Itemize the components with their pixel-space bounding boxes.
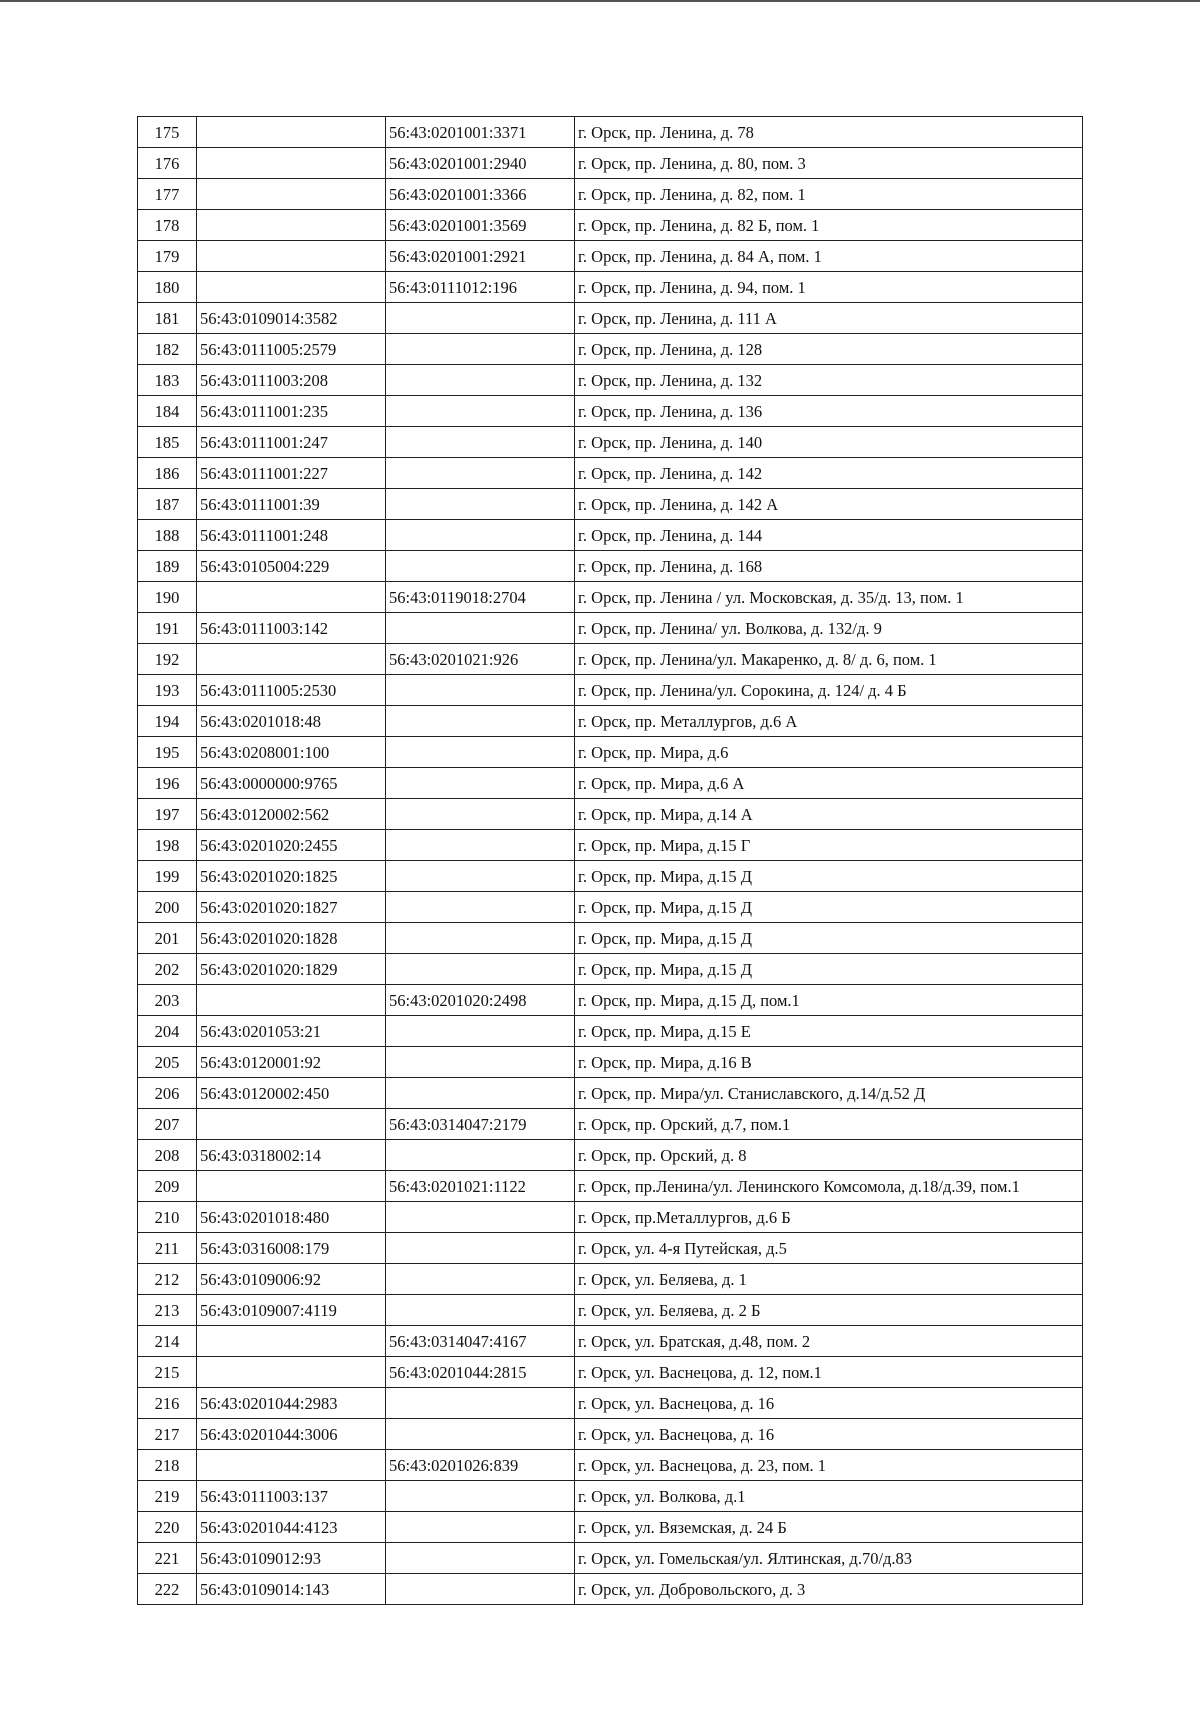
- address-cell: г. Орск, пр. Ленина, д. 111 А: [575, 303, 1083, 334]
- address-cell: г. Орск, пр. Мира, д.6 А: [575, 768, 1083, 799]
- cadastral-room-number-cell: [386, 613, 575, 644]
- row-number-cell: 188: [138, 520, 197, 551]
- cadastral-number-cell: 56:43:0201044:4123: [197, 1512, 386, 1543]
- address-cell: г. Орск, пр. Ленина, д. 82, пом. 1: [575, 179, 1083, 210]
- cadastral-room-number-cell: [386, 396, 575, 427]
- cadastral-number-cell: [197, 644, 386, 675]
- table-row: [138, 644, 1083, 675]
- cadastral-number-cell: 56:43:0109014:143: [197, 1574, 386, 1605]
- cadastral-number-cell: 56:43:0111003:142: [197, 613, 386, 644]
- row-number-cell: 214: [138, 1326, 197, 1357]
- table-row: [138, 520, 1083, 551]
- table-row: [138, 489, 1083, 520]
- table-row: [138, 117, 1083, 148]
- cadastral-number-cell: 56:43:0208001:100: [197, 737, 386, 768]
- address-cell: г. Орск, ул. Беляева, д. 1: [575, 1264, 1083, 1295]
- cadastral-number-cell: [197, 1326, 386, 1357]
- cadastral-room-number-cell: [386, 1202, 575, 1233]
- address-cell: г. Орск, пр. Ленина, д. 142 А: [575, 489, 1083, 520]
- address-cell: г. Орск, пр. Ленина, д. 80, пом. 3: [575, 148, 1083, 179]
- cadastral-number-cell: 56:43:0111001:248: [197, 520, 386, 551]
- row-number-cell: 181: [138, 303, 197, 334]
- cadastral-room-number-cell: [386, 737, 575, 768]
- address-cell: г. Орск, ул. Волкова, д.1: [575, 1481, 1083, 1512]
- table-row: [138, 1047, 1083, 1078]
- address-cell: г. Орск, пр. Ленина/ул. Сорокина, д. 124/ д. 4 Б: [575, 675, 1083, 706]
- cadastral-number-cell: 56:43:0109007:4119: [197, 1295, 386, 1326]
- row-number-cell: 178: [138, 210, 197, 241]
- cadastral-room-number-cell: [386, 1543, 575, 1574]
- row-number-cell: 192: [138, 644, 197, 675]
- row-number-cell: 208: [138, 1140, 197, 1171]
- row-number-cell: 186: [138, 458, 197, 489]
- address-cell: г. Орск, пр. Ленина, д. 84 А, пом. 1: [575, 241, 1083, 272]
- cadastral-room-number-cell: [386, 768, 575, 799]
- cadastral-number-cell: 56:43:0201020:1827: [197, 892, 386, 923]
- table-row: [138, 675, 1083, 706]
- address-cell: г. Орск, пр. Мира, д.14 А: [575, 799, 1083, 830]
- cadastral-room-number-cell: [386, 1140, 575, 1171]
- cadastral-room-number-cell: 56:43:0314047:4167: [386, 1326, 575, 1357]
- cadastral-number-cell: 56:43:0201018:480: [197, 1202, 386, 1233]
- address-cell: г. Орск, пр. Орский, д. 8: [575, 1140, 1083, 1171]
- row-number-cell: 215: [138, 1357, 197, 1388]
- cadastral-number-cell: 56:43:0318002:14: [197, 1140, 386, 1171]
- address-cell: г. Орск, пр. Орский, д.7, пом.1: [575, 1109, 1083, 1140]
- table-row: [138, 1295, 1083, 1326]
- row-number-cell: 212: [138, 1264, 197, 1295]
- table-row: [138, 272, 1083, 303]
- cadastral-room-number-cell: 56:43:0201001:3371: [386, 117, 575, 148]
- cadastral-room-number-cell: [386, 861, 575, 892]
- cadastral-room-number-cell: 56:43:0201001:3569: [386, 210, 575, 241]
- cadastral-number-cell: 56:43:0111001:227: [197, 458, 386, 489]
- cadastral-number-cell: 56:43:0201020:1829: [197, 954, 386, 985]
- row-number-cell: 204: [138, 1016, 197, 1047]
- cadastral-number-cell: [197, 985, 386, 1016]
- cadastral-room-number-cell: 56:43:0119018:2704: [386, 582, 575, 613]
- cadastral-number-cell: 56:43:0111001:235: [197, 396, 386, 427]
- cadastral-number-cell: [197, 148, 386, 179]
- table-row: [138, 1016, 1083, 1047]
- table-row: [138, 1264, 1083, 1295]
- row-number-cell: 200: [138, 892, 197, 923]
- table-row: [138, 1543, 1083, 1574]
- address-cell: г. Орск, ул. Братская, д.48, пом. 2: [575, 1326, 1083, 1357]
- table-row: [138, 365, 1083, 396]
- address-cell: г. Орск, пр. Ленина, д. 132: [575, 365, 1083, 396]
- address-cell: г. Орск, ул. Добровольского, д. 3: [575, 1574, 1083, 1605]
- table-row: [138, 737, 1083, 768]
- cadastral-number-cell: 56:43:0000000:9765: [197, 768, 386, 799]
- cadastral-room-number-cell: [386, 923, 575, 954]
- cadastral-number-cell: [197, 1109, 386, 1140]
- cadastral-number-cell: [197, 272, 386, 303]
- cadastral-room-number-cell: [386, 1574, 575, 1605]
- cadastral-room-number-cell: 56:43:0201021:926: [386, 644, 575, 675]
- cadastral-number-cell: 56:43:0201044:2983: [197, 1388, 386, 1419]
- address-cell: г. Орск, пр.Ленина/ул. Ленинского Комсомола, д.18/д.39, пом.1: [575, 1171, 1083, 1202]
- address-cell: г. Орск, ул. Вяземская, д. 24 Б: [575, 1512, 1083, 1543]
- table-row: [138, 1357, 1083, 1388]
- address-cell: г. Орск, ул. Васнецова, д. 23, пом. 1: [575, 1450, 1083, 1481]
- cadastral-room-number-cell: [386, 675, 575, 706]
- cadastral-number-cell: [197, 1171, 386, 1202]
- address-cell: г. Орск, пр. Мира, д.15 Д: [575, 954, 1083, 985]
- cadastral-number-cell: 56:43:0201053:21: [197, 1016, 386, 1047]
- address-cell: г. Орск, пр. Металлургов, д.6 А: [575, 706, 1083, 737]
- address-cell: г. Орск, пр. Мира, д.15 Е: [575, 1016, 1083, 1047]
- row-number-cell: 199: [138, 861, 197, 892]
- cadastral-room-number-cell: [386, 1512, 575, 1543]
- cadastral-number-cell: [197, 1450, 386, 1481]
- row-number-cell: 203: [138, 985, 197, 1016]
- cadastral-room-number-cell: 56:43:0201021:1122: [386, 1171, 575, 1202]
- table-row: [138, 148, 1083, 179]
- address-cell: г. Орск, пр. Ленина, д. 94, пом. 1: [575, 272, 1083, 303]
- row-number-cell: 220: [138, 1512, 197, 1543]
- address-cell: г. Орск, пр. Ленина, д. 128: [575, 334, 1083, 365]
- cadastral-number-cell: [197, 582, 386, 613]
- cadastral-number-cell: 56:43:0201020:1825: [197, 861, 386, 892]
- row-number-cell: 193: [138, 675, 197, 706]
- row-number-cell: 209: [138, 1171, 197, 1202]
- cadastral-number-cell: 56:43:0201018:48: [197, 706, 386, 737]
- table-row: [138, 1512, 1083, 1543]
- cadastral-room-number-cell: 56:43:0111012:196: [386, 272, 575, 303]
- cadastral-room-number-cell: [386, 799, 575, 830]
- table-row: [138, 210, 1083, 241]
- cadastral-number-cell: 56:43:0201020:2455: [197, 830, 386, 861]
- cadastral-number-cell: 56:43:0109014:3582: [197, 303, 386, 334]
- row-number-cell: 177: [138, 179, 197, 210]
- table-row: [138, 1233, 1083, 1264]
- table-row: [138, 799, 1083, 830]
- cadastral-number-cell: [197, 241, 386, 272]
- table-row: [138, 551, 1083, 582]
- row-number-cell: 211: [138, 1233, 197, 1264]
- row-number-cell: 195: [138, 737, 197, 768]
- cadastral-room-number-cell: 56:43:0201020:2498: [386, 985, 575, 1016]
- row-number-cell: 216: [138, 1388, 197, 1419]
- address-cell: г. Орск, пр. Мира, д.15 Г: [575, 830, 1083, 861]
- address-cell: г. Орск, ул. Беляева, д. 2 Б: [575, 1295, 1083, 1326]
- row-number-cell: 191: [138, 613, 197, 644]
- table-row: [138, 830, 1083, 861]
- table-row: [138, 613, 1083, 644]
- cadastral-room-number-cell: [386, 1481, 575, 1512]
- address-cell: г. Орск, пр.Металлургов, д.6 Б: [575, 1202, 1083, 1233]
- table-row: [138, 1171, 1083, 1202]
- table-row: [138, 1140, 1083, 1171]
- table-row: [138, 303, 1083, 334]
- table-row: [138, 1481, 1083, 1512]
- row-number-cell: 190: [138, 582, 197, 613]
- cadastral-number-cell: 56:43:0111001:39: [197, 489, 386, 520]
- row-number-cell: 185: [138, 427, 197, 458]
- cadastral-number-cell: 56:43:0111001:247: [197, 427, 386, 458]
- address-cell: г. Орск, пр. Ленина, д. 140: [575, 427, 1083, 458]
- cadastral-room-number-cell: [386, 551, 575, 582]
- cadastral-number-cell: 56:43:0111005:2530: [197, 675, 386, 706]
- row-number-cell: 197: [138, 799, 197, 830]
- row-number-cell: 201: [138, 923, 197, 954]
- cadastral-room-number-cell: [386, 427, 575, 458]
- row-number-cell: 206: [138, 1078, 197, 1109]
- address-cell: г. Орск, пр. Мира, д.6: [575, 737, 1083, 768]
- cadastral-room-number-cell: [386, 1078, 575, 1109]
- cadastral-room-number-cell: 56:43:0201026:839: [386, 1450, 575, 1481]
- row-number-cell: 217: [138, 1419, 197, 1450]
- table-row: [138, 396, 1083, 427]
- address-cell: г. Орск, пр. Мира, д.16 В: [575, 1047, 1083, 1078]
- cadastral-room-number-cell: 56:43:0201044:2815: [386, 1357, 575, 1388]
- cadastral-number-cell: 56:43:0120002:562: [197, 799, 386, 830]
- row-number-cell: 218: [138, 1450, 197, 1481]
- cadastral-number-cell: 56:43:0111003:137: [197, 1481, 386, 1512]
- cadastral-room-number-cell: [386, 489, 575, 520]
- table-row: [138, 892, 1083, 923]
- address-cell: г. Орск, пр. Ленина / ул. Московская, д. 35/д. 13, пом. 1: [575, 582, 1083, 613]
- registry-table: [137, 116, 1083, 1605]
- cadastral-number-cell: [197, 117, 386, 148]
- address-cell: г. Орск, пр. Мира, д.15 Д: [575, 861, 1083, 892]
- row-number-cell: 202: [138, 954, 197, 985]
- table-row: [138, 954, 1083, 985]
- table-row: [138, 1574, 1083, 1605]
- cadastral-room-number-cell: [386, 830, 575, 861]
- cadastral-room-number-cell: [386, 1016, 575, 1047]
- row-number-cell: 222: [138, 1574, 197, 1605]
- row-number-cell: 175: [138, 117, 197, 148]
- cadastral-number-cell: [197, 179, 386, 210]
- table-row: [138, 706, 1083, 737]
- cadastral-room-number-cell: 56:43:0201001:2940: [386, 148, 575, 179]
- address-cell: г. Орск, пр. Ленина, д. 82 Б, пом. 1: [575, 210, 1083, 241]
- address-cell: г. Орск, ул. 4-я Путейская, д.5: [575, 1233, 1083, 1264]
- row-number-cell: 194: [138, 706, 197, 737]
- row-number-cell: 196: [138, 768, 197, 799]
- address-cell: г. Орск, ул. Гомельская/ул. Ялтинская, д.70/д.83: [575, 1543, 1083, 1574]
- cadastral-number-cell: 56:43:0109006:92: [197, 1264, 386, 1295]
- cadastral-room-number-cell: [386, 458, 575, 489]
- row-number-cell: 187: [138, 489, 197, 520]
- row-number-cell: 182: [138, 334, 197, 365]
- cadastral-room-number-cell: [386, 1295, 575, 1326]
- row-number-cell: 179: [138, 241, 197, 272]
- cadastral-room-number-cell: [386, 892, 575, 923]
- cadastral-number-cell: [197, 1357, 386, 1388]
- table-row: [138, 1202, 1083, 1233]
- row-number-cell: 219: [138, 1481, 197, 1512]
- address-cell: г. Орск, ул. Васнецова, д. 12, пом.1: [575, 1357, 1083, 1388]
- row-number-cell: 198: [138, 830, 197, 861]
- row-number-cell: 184: [138, 396, 197, 427]
- address-cell: г. Орск, пр. Ленина, д. 136: [575, 396, 1083, 427]
- address-cell: г. Орск, ул. Васнецова, д. 16: [575, 1419, 1083, 1450]
- row-number-cell: 183: [138, 365, 197, 396]
- cadastral-number-cell: 56:43:0120001:92: [197, 1047, 386, 1078]
- table-row: [138, 179, 1083, 210]
- row-number-cell: 205: [138, 1047, 197, 1078]
- cadastral-room-number-cell: [386, 365, 575, 396]
- table-row: [138, 861, 1083, 892]
- address-cell: г. Орск, пр. Мира, д.15 Д: [575, 923, 1083, 954]
- table-row: [138, 1109, 1083, 1140]
- table-row: [138, 1450, 1083, 1481]
- table-row: [138, 582, 1083, 613]
- cadastral-number-cell: 56:43:0111005:2579: [197, 334, 386, 365]
- cadastral-room-number-cell: [386, 954, 575, 985]
- cadastral-number-cell: 56:43:0201044:3006: [197, 1419, 386, 1450]
- row-number-cell: 180: [138, 272, 197, 303]
- address-cell: г. Орск, пр. Мира, д.15 Д, пом.1: [575, 985, 1083, 1016]
- table-row: [138, 458, 1083, 489]
- cadastral-room-number-cell: [386, 1419, 575, 1450]
- row-number-cell: 221: [138, 1543, 197, 1574]
- table-row: [138, 1078, 1083, 1109]
- row-number-cell: 213: [138, 1295, 197, 1326]
- table-row: [138, 985, 1083, 1016]
- address-cell: г. Орск, пр. Ленина, д. 168: [575, 551, 1083, 582]
- registry-table-body: [138, 117, 1083, 1605]
- address-cell: г. Орск, пр. Мира/ул. Станиславского, д.14/д.52 Д: [575, 1078, 1083, 1109]
- address-cell: г. Орск, пр. Ленина, д. 144: [575, 520, 1083, 551]
- table-row: [138, 768, 1083, 799]
- cadastral-number-cell: 56:43:0120002:450: [197, 1078, 386, 1109]
- cadastral-room-number-cell: 56:43:0314047:2179: [386, 1109, 575, 1140]
- cadastral-number-cell: 56:43:0111003:208: [197, 365, 386, 396]
- cadastral-number-cell: 56:43:0105004:229: [197, 551, 386, 582]
- scan-top-edge: [0, 0, 1200, 2]
- cadastral-room-number-cell: [386, 520, 575, 551]
- row-number-cell: 207: [138, 1109, 197, 1140]
- cadastral-room-number-cell: [386, 706, 575, 737]
- address-cell: г. Орск, пр. Ленина/ ул. Волкова, д. 132/д. 9: [575, 613, 1083, 644]
- table-row: [138, 1326, 1083, 1357]
- cadastral-room-number-cell: [386, 1047, 575, 1078]
- table-row: [138, 1419, 1083, 1450]
- table-row: [138, 427, 1083, 458]
- address-cell: г. Орск, пр. Ленина/ул. Макаренко, д. 8/ д. 6, пом. 1: [575, 644, 1083, 675]
- table-row: [138, 1388, 1083, 1419]
- cadastral-room-number-cell: [386, 303, 575, 334]
- cadastral-room-number-cell: [386, 1264, 575, 1295]
- cadastral-number-cell: [197, 210, 386, 241]
- cadastral-number-cell: 56:43:0316008:179: [197, 1233, 386, 1264]
- cadastral-room-number-cell: [386, 1388, 575, 1419]
- cadastral-room-number-cell: [386, 334, 575, 365]
- row-number-cell: 189: [138, 551, 197, 582]
- address-cell: г. Орск, ул. Васнецова, д. 16: [575, 1388, 1083, 1419]
- cadastral-number-cell: 56:43:0201020:1828: [197, 923, 386, 954]
- row-number-cell: 176: [138, 148, 197, 179]
- address-cell: г. Орск, пр. Мира, д.15 Д: [575, 892, 1083, 923]
- row-number-cell: 210: [138, 1202, 197, 1233]
- cadastral-room-number-cell: [386, 1233, 575, 1264]
- cadastral-room-number-cell: 56:43:0201001:3366: [386, 179, 575, 210]
- cadastral-room-number-cell: 56:43:0201001:2921: [386, 241, 575, 272]
- table-row: [138, 334, 1083, 365]
- address-cell: г. Орск, пр. Ленина, д. 142: [575, 458, 1083, 489]
- cadastral-number-cell: 56:43:0109012:93: [197, 1543, 386, 1574]
- table-row: [138, 241, 1083, 272]
- address-cell: г. Орск, пр. Ленина, д. 78: [575, 117, 1083, 148]
- table-row: [138, 923, 1083, 954]
